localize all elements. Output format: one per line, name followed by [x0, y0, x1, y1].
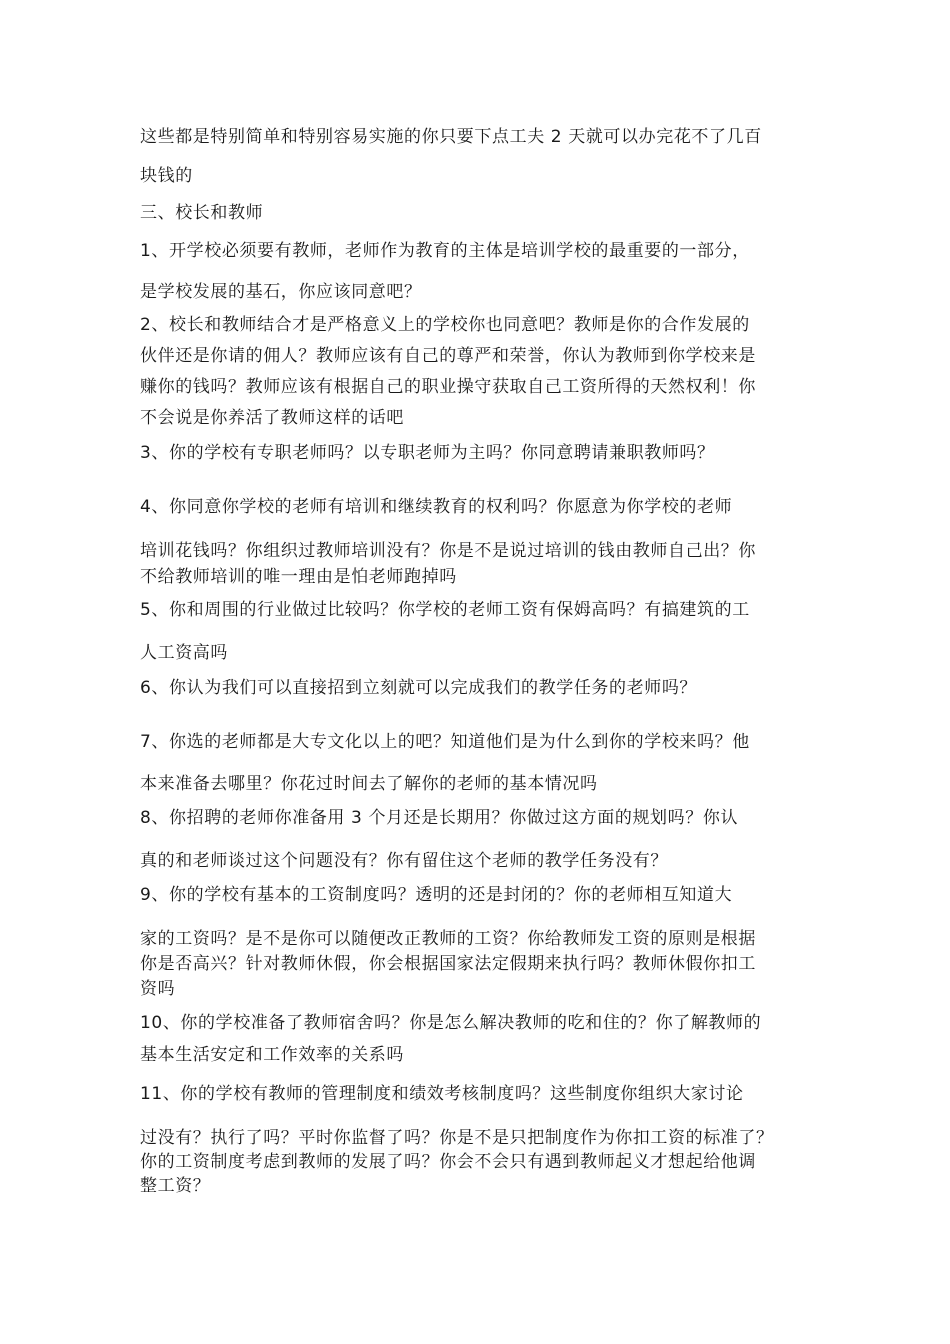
text-line: 11、你的学校有教师的管理制度和绩效考核制度吗？这些制度你组织大家讨论 [140, 1084, 744, 1104]
text-line: 7、你选的老师都是大专文化以上的吧？知道他们是为什么到你的学校来吗？他 [140, 732, 750, 752]
text-line: 4、你同意你学校的老师有培训和继续教育的权利吗？你愿意为你学校的老师 [140, 497, 733, 517]
text-line: 这些都是特别简单和特别容易实施的你只要下点工夫 2 天就可以办完花不了几百 [140, 127, 762, 147]
text-line: 不会说是你养活了教师这样的话吧 [140, 408, 404, 428]
text-line: 赚你的钱吗？教师应该有根据自己的职业操守获取自己工资所得的天然权利！你 [140, 377, 756, 397]
text-line: 8、你招聘的老师你准备用 3 个月还是长期用？你做过这方面的规划吗？你认 [140, 808, 739, 828]
text-line: 5、你和周围的行业做过比较吗？你学校的老师工资有保姆高吗？有搞建筑的工 [140, 600, 750, 620]
text-line: 6、你认为我们可以直接招到立刻就可以完成我们的教学任务的老师吗？ [140, 678, 698, 698]
text-line: 人工资高吗 [140, 643, 228, 663]
text-line: 伙伴还是你请的佣人？教师应该有自己的尊严和荣誉，你认为教师到你学校来是 [140, 346, 756, 366]
text-line: 家的工资吗？是不是你可以随便改正教师的工资？你给教师发工资的原则是根据 [140, 929, 756, 949]
text-line: 整工资？ [140, 1176, 211, 1196]
text-line: 资吗 [140, 979, 176, 999]
text-line: 10、你的学校准备了教师宿舍吗？你是怎么解决教师的吃和住的？你了解教师的 [140, 1013, 762, 1033]
text-line: 不给教师培训的唯一理由是怕老师跑掉吗 [140, 567, 457, 587]
text-line: 块钱的 [140, 166, 193, 186]
text-line: 你的工资制度考虑到教师的发展了吗？你会不会只有遇到教师起义才想起给他调 [140, 1152, 756, 1172]
text-line: 真的和老师谈过这个问题没有？你有留住这个老师的教学任务没有？ [140, 851, 668, 871]
text-line: 本来准备去哪里？你花过时间去了解你的老师的基本情况吗 [140, 774, 598, 794]
text-line: 你是否高兴？针对教师休假，你会根据国家法定假期来执行吗？教师休假你扣工 [140, 954, 756, 974]
text-line: 过没有？执行了吗？平时你监督了吗？你是不是只把制度作为你扣工资的标准了？ [140, 1128, 774, 1148]
text-line: 是学校发展的基石，你应该同意吧？ [140, 282, 422, 302]
text-line: 9、你的学校有基本的工资制度吗？透明的还是封闭的？你的老师相互知道大 [140, 885, 733, 905]
section-heading: 三、校长和教师 [140, 203, 264, 223]
text-line: 3、你的学校有专职老师吗？以专职老师为主吗？你同意聘请兼职教师吗？ [140, 443, 715, 463]
text-line: 培训花钱吗？你组织过教师培训没有？你是不是说过培训的钱由教师自己出？你 [140, 541, 756, 561]
text-line: 1、开学校必须要有教师，老师作为教育的主体是培训学校的最重要的一部分， [140, 241, 750, 261]
text-line: 2、校长和教师结合才是严格意义上的学校你也同意吧？教师是你的合作发展的 [140, 315, 750, 335]
text-line: 基本生活安定和工作效率的关系吗 [140, 1045, 404, 1065]
